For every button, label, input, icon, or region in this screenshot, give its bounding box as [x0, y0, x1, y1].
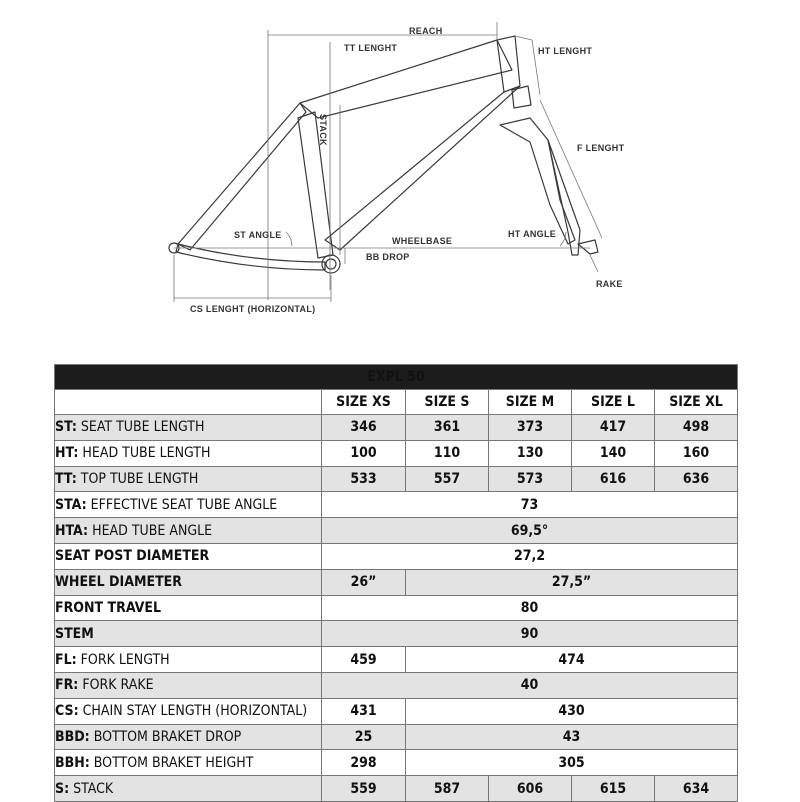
table-cell: 373	[489, 415, 572, 441]
table-cell: 140	[572, 440, 655, 466]
table-cell: 73	[322, 492, 738, 518]
row-key: CS:	[55, 703, 79, 720]
row-key: HT:	[55, 445, 79, 462]
stack-label: STACK	[318, 114, 328, 146]
table-cell: 533	[322, 466, 406, 492]
table-row	[55, 440, 738, 466]
row-label	[55, 569, 322, 595]
row-label	[55, 518, 322, 544]
table-cell: 298	[322, 750, 406, 776]
row-key: BBD:	[55, 728, 90, 745]
row-key: STEM	[55, 625, 94, 642]
row-text: BOTTOM BRAKET DROP	[89, 728, 242, 745]
column-header: SIZE L	[572, 390, 655, 415]
row-label	[55, 647, 322, 673]
row-label	[55, 440, 322, 466]
row-key: S:	[55, 780, 70, 797]
table-row	[55, 776, 738, 802]
bike-frame-drawing	[0, 0, 800, 340]
row-text: STACK	[69, 780, 114, 797]
row-text: BOTTOM BRAKET HEIGHT	[89, 754, 254, 771]
table-cell: 69,5°	[322, 518, 738, 544]
wheelbase-label: WHEELBASE	[392, 236, 453, 246]
row-label	[55, 466, 322, 492]
table-row	[55, 492, 738, 518]
row-label	[55, 750, 322, 776]
table-row	[55, 466, 738, 492]
table-cell: 573	[489, 466, 572, 492]
table-cell: 305	[406, 750, 738, 776]
geometry-table	[54, 364, 738, 802]
row-text: TOP TUBE LENGTH	[76, 470, 199, 487]
table-row	[55, 518, 738, 544]
fork-leg	[500, 118, 575, 244]
reach-label: REACH	[409, 26, 443, 36]
row-key: WHEEL DIAMETER	[55, 574, 182, 591]
top-tube	[300, 40, 512, 118]
row-text: CHAIN STAY LENGTH (HORIZONTAL)	[78, 703, 308, 720]
table-cell: 459	[322, 647, 406, 673]
column-header: SIZE S	[406, 390, 489, 415]
row-key: TT:	[55, 470, 77, 487]
seat-stay	[178, 103, 306, 250]
row-label	[55, 776, 322, 802]
row-label	[55, 698, 322, 724]
table-row	[55, 647, 738, 673]
table-header-row	[55, 390, 738, 415]
table-cell: 474	[406, 647, 738, 673]
table-cell: 80	[322, 595, 738, 621]
row-label	[55, 492, 322, 518]
row-text: FORK RAKE	[78, 677, 154, 694]
table-row	[55, 750, 738, 776]
table-cell: 26”	[322, 569, 406, 595]
table-cell: 498	[655, 415, 738, 441]
table-cell: 27,5”	[406, 569, 738, 595]
table-cell: 616	[572, 466, 655, 492]
table-cell: 43	[406, 724, 738, 750]
table-cell: 430	[406, 698, 738, 724]
fork-steerer	[512, 86, 531, 108]
row-label	[55, 621, 322, 647]
table-cell: 615	[572, 776, 655, 802]
st-angle-label: ST ANGLE	[234, 230, 282, 240]
table-row	[55, 543, 738, 569]
row-text: HEAD TUBE LENGTH	[78, 445, 211, 462]
table-cell: 636	[655, 466, 738, 492]
table-row	[55, 672, 738, 698]
down-tube	[325, 86, 520, 250]
table-cell: 431	[322, 698, 406, 724]
tt-length-label: TT LENGHT	[344, 43, 398, 53]
table-cell: 130	[489, 440, 572, 466]
table-row	[55, 569, 738, 595]
table-cell: 557	[406, 466, 489, 492]
table-title-row	[55, 365, 738, 390]
table-cell: 27,2	[322, 543, 738, 569]
table-cell: 25	[322, 724, 406, 750]
row-key: FL:	[55, 651, 77, 668]
row-label	[55, 595, 322, 621]
row-text: HEAD TUBE ANGLE	[88, 522, 213, 539]
bb-drop-label: BB DROP	[366, 252, 410, 262]
table-title: EXPL 50	[55, 365, 738, 390]
table-cell: 40	[322, 672, 738, 698]
table-cell: 417	[572, 415, 655, 441]
table-cell: 634	[655, 776, 738, 802]
row-key: FRONT TRAVEL	[55, 599, 161, 616]
column-header: SIZE M	[489, 390, 572, 415]
row-text: FORK LENGTH	[76, 651, 170, 668]
row-text: SEAT TUBE LENGTH	[76, 419, 205, 436]
row-label	[55, 543, 322, 569]
table-row	[55, 595, 738, 621]
row-key: ST:	[55, 419, 77, 436]
row-text: EFFECTIVE SEAT TUBE ANGLE	[86, 496, 278, 513]
row-key: BBH:	[55, 754, 90, 771]
ht-length-label: HT LENGHT	[538, 46, 593, 56]
rake-label: RAKE	[596, 279, 623, 289]
table-row	[55, 621, 738, 647]
f-length-label: F LENGHT	[577, 143, 625, 153]
row-label	[55, 415, 322, 441]
row-label	[55, 672, 322, 698]
row-key: STA:	[55, 496, 87, 513]
table-cell: 559	[322, 776, 406, 802]
table-row	[55, 415, 738, 441]
row-key: FR:	[55, 677, 79, 694]
column-header: SIZE XL	[655, 390, 738, 415]
ht-angle-label: HT ANGLE	[508, 229, 557, 239]
table-cell: 606	[489, 776, 572, 802]
table-row	[55, 724, 738, 750]
table-cell: 160	[655, 440, 738, 466]
row-key: HTA:	[55, 522, 89, 539]
header-blank-cell	[55, 390, 322, 415]
table-cell: 346	[322, 415, 406, 441]
table-cell: 587	[406, 776, 489, 802]
frame-geometry-diagram	[0, 0, 800, 340]
table-cell: 361	[406, 415, 489, 441]
table-cell: 90	[322, 621, 738, 647]
row-key: SEAT POST DIAMETER	[55, 548, 210, 565]
row-label	[55, 724, 322, 750]
column-header: SIZE XS	[322, 390, 406, 415]
table-cell: 110	[406, 440, 489, 466]
cs-length-label: CS LENGHT (HORIZONTAL)	[190, 304, 316, 314]
table-cell: 100	[322, 440, 406, 466]
table-row	[55, 698, 738, 724]
